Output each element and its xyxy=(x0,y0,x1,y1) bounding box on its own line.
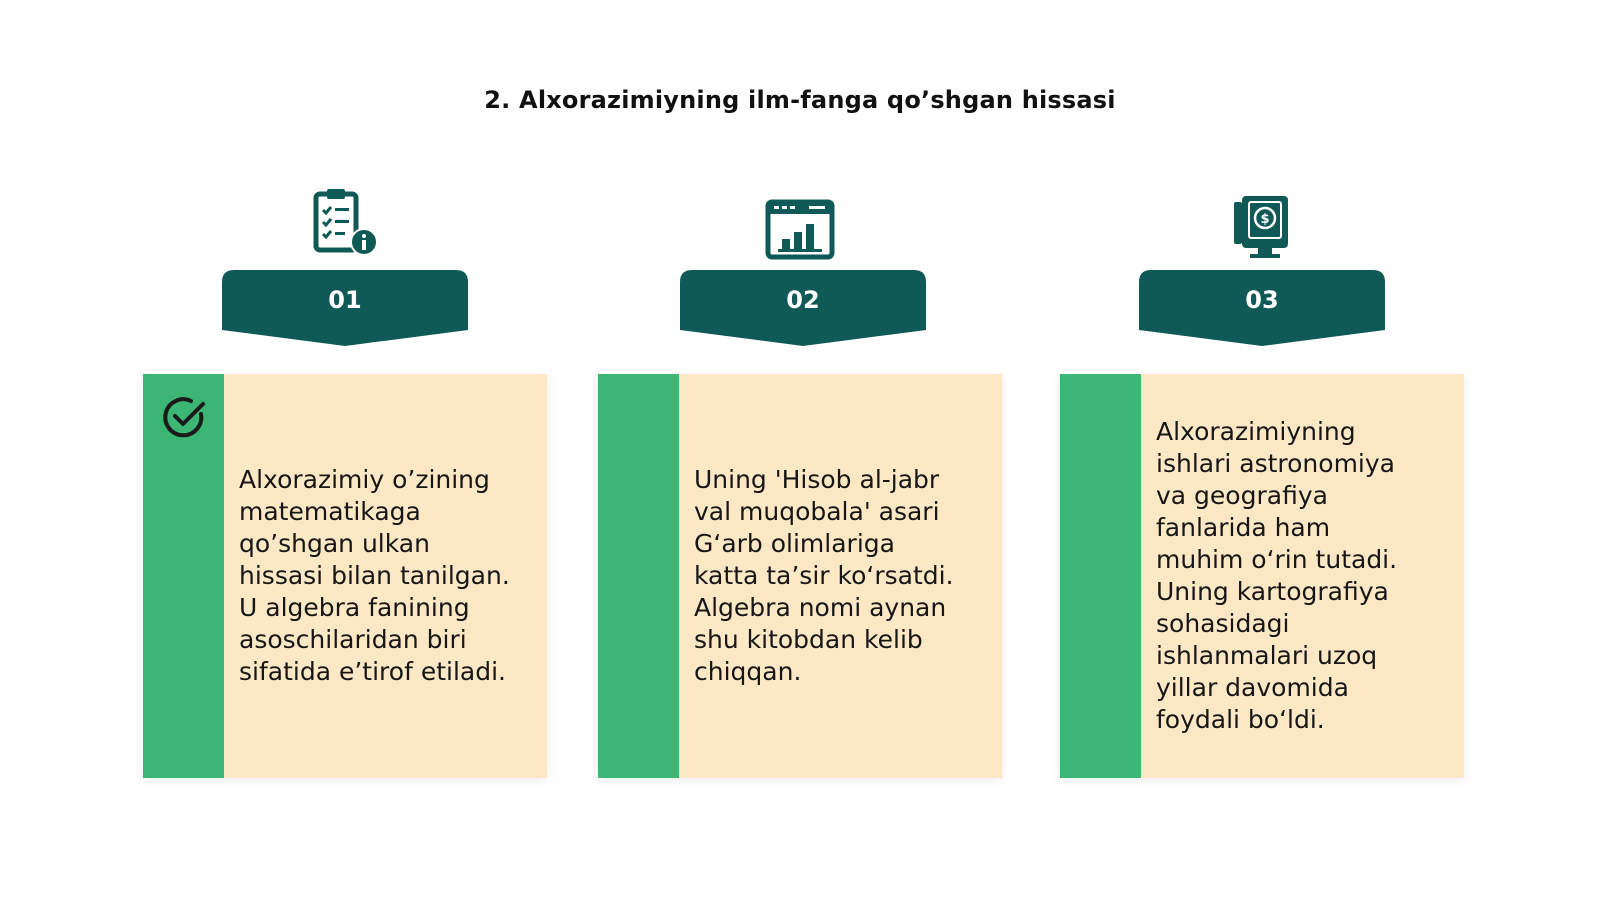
page-title: 2. Alxorazimiyning ilm-fanga qo’shgan hissasi xyxy=(484,86,1116,114)
card-stripe xyxy=(598,374,679,778)
info-card-03 xyxy=(1060,374,1464,778)
info-card-02 xyxy=(598,374,1002,778)
step-number: 01 xyxy=(328,286,362,314)
card-text: Uning 'Hisob al-jabr val muqobala' asari G‘arb olimlariga katta ta’sir ko‘rsatdi. Algebra nomi aynan shu kitobdan kelib chiqqan. xyxy=(694,465,954,686)
card-stripe xyxy=(1060,374,1141,778)
check-circle-icon xyxy=(161,394,207,440)
step-number: 03 xyxy=(1245,286,1279,314)
step-badge-03 xyxy=(1139,270,1385,346)
clipboard-checklist-info-icon xyxy=(310,188,380,258)
browser-bar-chart-icon xyxy=(765,197,835,267)
step-badge-01 xyxy=(222,270,468,346)
dollar-monitor-icon xyxy=(1228,192,1298,262)
step-badge-02 xyxy=(680,270,926,346)
card-text: Alxorazimiy o’zining matematikaga qo’shgan ulkan hissasi bilan tanilgan. U algebra fanining asoschilaridan biri sifatida e’tirof etiladi. xyxy=(239,465,510,686)
svg-text:$: $ xyxy=(1260,212,1270,227)
step-number: 02 xyxy=(786,286,820,314)
card-text: Alxorazimiyning ishlari astronomiya va geografiya fanlarida ham muhim o‘rin tutadi. Uning kartografiya sohasidagi ishlanmalari uzoq yillar davomida foydali bo‘ldi. xyxy=(1156,417,1398,734)
info-card-01 xyxy=(143,374,547,778)
